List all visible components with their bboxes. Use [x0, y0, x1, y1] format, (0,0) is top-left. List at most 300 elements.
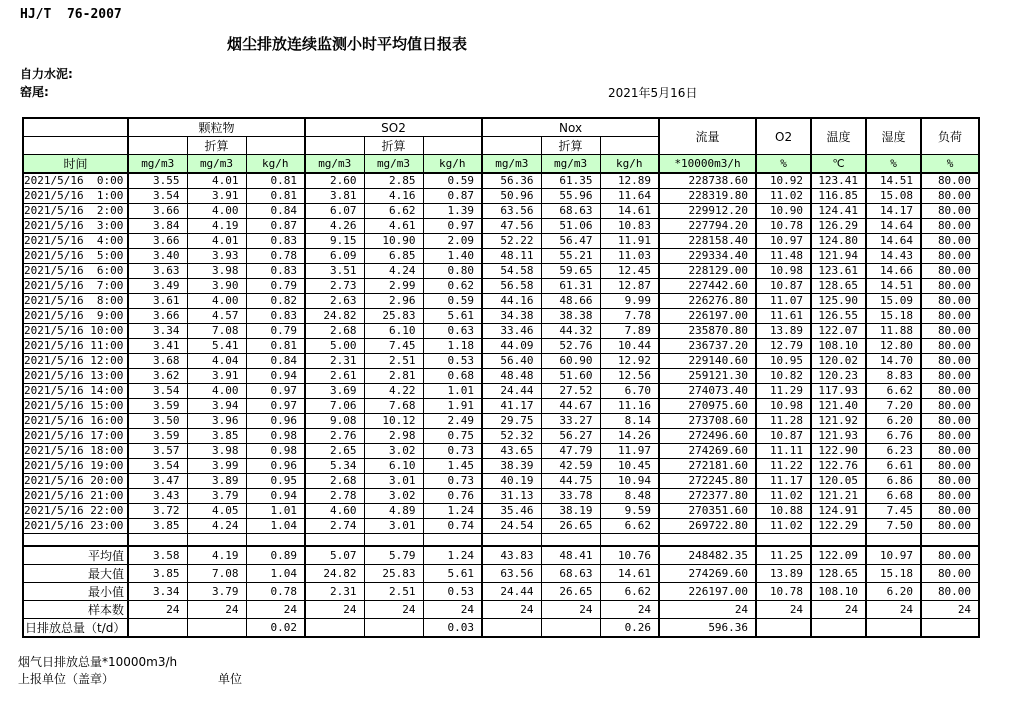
value-cell: 11.91 — [600, 233, 659, 248]
value-cell: 47.56 — [482, 218, 541, 233]
value-cell: 3.98 — [187, 263, 246, 278]
value-cell: 122.09 — [811, 546, 866, 565]
col-o2: O2 — [756, 118, 811, 155]
table-row — [23, 293, 979, 308]
value-cell: 44.16 — [482, 293, 541, 308]
converted-label: 折算 — [187, 137, 246, 155]
value-cell: 4.24 — [364, 263, 423, 278]
value-cell — [811, 533, 866, 546]
value-cell: 80.00 — [921, 308, 979, 323]
value-cell: 128.65 — [811, 278, 866, 293]
value-cell: 0.59 — [423, 293, 482, 308]
value-cell: 4.24 — [187, 518, 246, 533]
value-cell — [921, 533, 979, 546]
value-cell: 0.81 — [246, 173, 305, 188]
value-cell: 4.61 — [364, 218, 423, 233]
blank-cell — [482, 137, 541, 155]
value-cell: 117.93 — [811, 383, 866, 398]
value-cell: 9.15 — [305, 233, 364, 248]
table-row — [23, 458, 979, 473]
value-cell: 15.08 — [866, 188, 921, 203]
value-cell: 24 — [659, 601, 756, 619]
value-cell: 56.27 — [541, 428, 600, 443]
value-cell: 3.47 — [128, 473, 187, 488]
value-cell: 0.81 — [246, 188, 305, 203]
value-cell: 6.76 — [866, 428, 921, 443]
value-cell: 4.01 — [187, 173, 246, 188]
value-cell: 108.10 — [811, 338, 866, 353]
value-cell: 123.41 — [811, 173, 866, 188]
value-cell: 12.45 — [600, 263, 659, 278]
value-cell: 25.83 — [364, 565, 423, 583]
value-cell: 2.78 — [305, 488, 364, 503]
value-cell — [482, 619, 541, 638]
value-cell: 4.60 — [305, 503, 364, 518]
value-cell: 0.94 — [246, 488, 305, 503]
value-cell: 228129.00 — [659, 263, 756, 278]
blank-cell — [128, 137, 187, 155]
report-date: 2021年5月16日 — [608, 86, 698, 100]
value-cell: 10.97 — [756, 233, 811, 248]
table-row — [23, 278, 979, 293]
blank-cell — [423, 137, 482, 155]
value-cell: 80.00 — [921, 248, 979, 263]
value-cell: 4.05 — [187, 503, 246, 518]
value-cell: 0.83 — [246, 263, 305, 278]
value-cell: 120.02 — [811, 353, 866, 368]
value-cell: 35.46 — [482, 503, 541, 518]
time-cell: 2021/5/16 6:00 — [23, 263, 128, 278]
value-cell: 52.22 — [482, 233, 541, 248]
value-cell: 0.73 — [423, 443, 482, 458]
value-cell: 55.21 — [541, 248, 600, 263]
value-cell: 3.02 — [364, 488, 423, 503]
value-cell: 227794.20 — [659, 218, 756, 233]
value-cell: 12.92 — [600, 353, 659, 368]
value-cell: 3.68 — [128, 353, 187, 368]
value-cell: 7.08 — [187, 323, 246, 338]
value-cell: 0.63 — [423, 323, 482, 338]
value-cell: 14.64 — [866, 233, 921, 248]
value-cell: 2.60 — [305, 173, 364, 188]
value-cell: 1.40 — [423, 248, 482, 263]
value-cell: 7.50 — [866, 518, 921, 533]
table-row — [23, 368, 979, 383]
value-cell: 0.81 — [246, 338, 305, 353]
value-cell: 229140.60 — [659, 353, 756, 368]
value-cell: 14.51 — [866, 173, 921, 188]
value-cell: 0.62 — [423, 278, 482, 293]
value-cell: 80.00 — [921, 368, 979, 383]
value-cell: 13.89 — [756, 323, 811, 338]
value-cell: 44.09 — [482, 338, 541, 353]
value-cell: 4.04 — [187, 353, 246, 368]
value-cell — [128, 533, 187, 546]
value-cell: 68.63 — [541, 565, 600, 583]
value-cell: 5.34 — [305, 458, 364, 473]
value-cell: 229912.20 — [659, 203, 756, 218]
value-cell: 3.54 — [128, 383, 187, 398]
table-row — [23, 338, 979, 353]
value-cell: 24 — [541, 601, 600, 619]
value-cell — [756, 533, 811, 546]
value-cell: 0.03 — [423, 619, 482, 638]
value-cell: 5.79 — [364, 546, 423, 565]
value-cell: 0.83 — [246, 308, 305, 323]
value-cell: 48.41 — [541, 546, 600, 565]
value-cell: 12.79 — [756, 338, 811, 353]
value-cell: 7.08 — [187, 565, 246, 583]
time-cell: 2021/5/16 20:00 — [23, 473, 128, 488]
value-cell: 4.57 — [187, 308, 246, 323]
value-cell: 24 — [482, 601, 541, 619]
value-cell — [659, 533, 756, 546]
value-cell: 128.65 — [811, 565, 866, 583]
value-cell: 0.98 — [246, 443, 305, 458]
value-cell: 4.19 — [187, 218, 246, 233]
value-cell — [921, 619, 979, 638]
value-cell: 26.65 — [541, 518, 600, 533]
time-cell: 2021/5/16 8:00 — [23, 293, 128, 308]
converted-label: 折算 — [364, 137, 423, 155]
value-cell: 124.41 — [811, 203, 866, 218]
table-body — [23, 173, 979, 637]
value-cell: 3.40 — [128, 248, 187, 263]
value-cell: 24.44 — [482, 583, 541, 601]
value-cell: 61.35 — [541, 173, 600, 188]
value-cell: 228158.40 — [659, 233, 756, 248]
table-row — [23, 308, 979, 323]
unit-cell: mg/m3 — [482, 155, 541, 174]
blank-cell — [23, 137, 128, 155]
report-table-wrapper — [22, 117, 980, 638]
value-cell — [423, 533, 482, 546]
value-cell: 63.56 — [482, 203, 541, 218]
value-cell: 6.62 — [866, 383, 921, 398]
value-cell: 0.53 — [423, 583, 482, 601]
value-cell: 10.98 — [756, 398, 811, 413]
value-cell: 1.91 — [423, 398, 482, 413]
value-cell: 14.66 — [866, 263, 921, 278]
unit-cell: mg/m3 — [364, 155, 423, 174]
value-cell: 3.58 — [128, 546, 187, 565]
value-cell: 4.22 — [364, 383, 423, 398]
value-cell: 6.70 — [600, 383, 659, 398]
value-cell: 25.83 — [364, 308, 423, 323]
value-cell: 3.94 — [187, 398, 246, 413]
blank-cell — [23, 118, 128, 137]
value-cell: 68.63 — [541, 203, 600, 218]
value-cell: 80.00 — [921, 458, 979, 473]
value-cell: 3.90 — [187, 278, 246, 293]
value-cell: 38.38 — [541, 308, 600, 323]
value-cell: 24 — [866, 601, 921, 619]
value-cell: 248482.35 — [659, 546, 756, 565]
value-cell: 6.10 — [364, 458, 423, 473]
value-cell: 3.63 — [128, 263, 187, 278]
row-label-cell — [23, 533, 128, 546]
time-cell: 2021/5/16 15:00 — [23, 398, 128, 413]
value-cell: 7.20 — [866, 398, 921, 413]
value-cell: 0.84 — [246, 353, 305, 368]
value-cell: 51.60 — [541, 368, 600, 383]
value-cell: 121.94 — [811, 248, 866, 263]
value-cell: 60.90 — [541, 353, 600, 368]
value-cell: 3.57 — [128, 443, 187, 458]
value-cell: 3.72 — [128, 503, 187, 518]
value-cell: 269722.80 — [659, 518, 756, 533]
table-header — [23, 118, 979, 173]
value-cell: 3.54 — [128, 188, 187, 203]
value-cell: 52.32 — [482, 428, 541, 443]
value-cell: 47.79 — [541, 443, 600, 458]
value-cell: 2.99 — [364, 278, 423, 293]
value-cell: 31.13 — [482, 488, 541, 503]
value-cell: 15.09 — [866, 293, 921, 308]
value-cell: 270351.60 — [659, 503, 756, 518]
table-row — [23, 488, 979, 503]
value-cell: 10.94 — [600, 473, 659, 488]
value-cell: 0.95 — [246, 473, 305, 488]
value-cell: 13.89 — [756, 565, 811, 583]
time-cell: 2021/5/16 17:00 — [23, 428, 128, 443]
value-cell: 2.76 — [305, 428, 364, 443]
value-cell: 122.90 — [811, 443, 866, 458]
value-cell: 80.00 — [921, 383, 979, 398]
value-cell — [187, 533, 246, 546]
unit-cell: % — [866, 155, 921, 174]
value-cell: 14.43 — [866, 248, 921, 263]
value-cell — [246, 533, 305, 546]
value-cell: 14.17 — [866, 203, 921, 218]
value-cell: 80.00 — [921, 278, 979, 293]
value-cell: 3.61 — [128, 293, 187, 308]
value-cell: 10.95 — [756, 353, 811, 368]
value-cell: 0.76 — [423, 488, 482, 503]
reporting-unit-label: 上报单位（盖章） — [18, 672, 115, 686]
value-cell: 12.80 — [866, 338, 921, 353]
col-temperature: 温度 — [811, 118, 866, 155]
value-cell: 3.01 — [364, 473, 423, 488]
value-cell: 11.22 — [756, 458, 811, 473]
value-cell — [305, 619, 364, 638]
time-cell: 2021/5/16 13:00 — [23, 368, 128, 383]
col-load: 负荷 — [921, 118, 979, 155]
value-cell: 0.68 — [423, 368, 482, 383]
value-cell: 272181.60 — [659, 458, 756, 473]
value-cell: 10.87 — [756, 278, 811, 293]
table-row — [23, 323, 979, 338]
value-cell: 24 — [921, 601, 979, 619]
value-cell: 3.89 — [187, 473, 246, 488]
value-cell: 0.89 — [246, 546, 305, 565]
spacer-row — [23, 533, 979, 546]
value-cell: 274269.60 — [659, 565, 756, 583]
value-cell: 4.00 — [187, 383, 246, 398]
value-cell: 10.97 — [866, 546, 921, 565]
value-cell: 0.94 — [246, 368, 305, 383]
time-cell: 2021/5/16 23:00 — [23, 518, 128, 533]
value-cell: 48.48 — [482, 368, 541, 383]
value-cell: 1.18 — [423, 338, 482, 353]
time-cell: 2021/5/16 16:00 — [23, 413, 128, 428]
time-cell: 2021/5/16 4:00 — [23, 233, 128, 248]
value-cell: 273708.60 — [659, 413, 756, 428]
value-cell: 3.93 — [187, 248, 246, 263]
table-row — [23, 188, 979, 203]
value-cell: 226197.00 — [659, 583, 756, 601]
value-cell: 228319.80 — [659, 188, 756, 203]
value-cell: 3.66 — [128, 203, 187, 218]
value-cell: 10.87 — [756, 428, 811, 443]
table-row — [23, 503, 979, 518]
value-cell: 61.31 — [541, 278, 600, 293]
value-cell: 3.96 — [187, 413, 246, 428]
table-row — [23, 203, 979, 218]
value-cell: 12.56 — [600, 368, 659, 383]
time-cell: 2021/5/16 22:00 — [23, 503, 128, 518]
value-cell: 10.98 — [756, 263, 811, 278]
value-cell: 1.04 — [246, 565, 305, 583]
value-cell: 5.61 — [423, 308, 482, 323]
unit-cell: ℃ — [811, 155, 866, 174]
value-cell: 80.00 — [921, 338, 979, 353]
value-cell: 2.61 — [305, 368, 364, 383]
value-cell: 1.01 — [246, 503, 305, 518]
value-cell: 12.89 — [600, 173, 659, 188]
site-label: 窑尾: — [20, 85, 49, 99]
value-cell: 126.55 — [811, 308, 866, 323]
value-cell: 0.75 — [423, 428, 482, 443]
value-cell: 2.98 — [364, 428, 423, 443]
value-cell: 11.29 — [756, 383, 811, 398]
unit-cell: % — [756, 155, 811, 174]
value-cell: 124.91 — [811, 503, 866, 518]
value-cell: 2.85 — [364, 173, 423, 188]
value-cell: 80.00 — [921, 293, 979, 308]
unit-cell: mg/m3 — [128, 155, 187, 174]
value-cell: 24 — [364, 601, 423, 619]
value-cell: 0.96 — [246, 413, 305, 428]
value-cell: 0.98 — [246, 428, 305, 443]
value-cell: 274073.40 — [659, 383, 756, 398]
value-cell: 3.85 — [128, 565, 187, 583]
value-cell: 33.27 — [541, 413, 600, 428]
value-cell — [600, 533, 659, 546]
table-row — [23, 353, 979, 368]
value-cell: 6.20 — [866, 413, 921, 428]
value-cell: 272245.80 — [659, 473, 756, 488]
value-cell: 80.00 — [921, 503, 979, 518]
value-cell: 228738.60 — [659, 173, 756, 188]
value-cell: 0.79 — [246, 278, 305, 293]
col-humidity: 湿度 — [866, 118, 921, 155]
value-cell: 24 — [128, 601, 187, 619]
value-cell: 11.48 — [756, 248, 811, 263]
table-row — [23, 428, 979, 443]
value-cell: 0.96 — [246, 458, 305, 473]
value-cell: 229334.40 — [659, 248, 756, 263]
value-cell: 3.85 — [187, 428, 246, 443]
value-cell: 14.64 — [866, 218, 921, 233]
value-cell: 80.00 — [921, 443, 979, 458]
value-cell: 11.25 — [756, 546, 811, 565]
value-cell: 0.97 — [246, 383, 305, 398]
value-cell: 10.78 — [756, 218, 811, 233]
value-cell: 56.58 — [482, 278, 541, 293]
value-cell: 14.61 — [600, 203, 659, 218]
value-cell: 80.00 — [921, 218, 979, 233]
value-cell: 108.10 — [811, 583, 866, 601]
value-cell: 3.98 — [187, 443, 246, 458]
value-cell: 10.44 — [600, 338, 659, 353]
value-cell: 10.90 — [756, 203, 811, 218]
value-cell: 4.00 — [187, 293, 246, 308]
value-cell: 80.00 — [921, 583, 979, 601]
value-cell: 0.79 — [246, 323, 305, 338]
standard-code: HJ/T 76-2007 — [20, 7, 122, 22]
value-cell: 272377.80 — [659, 488, 756, 503]
value-cell: 59.65 — [541, 263, 600, 278]
value-cell — [305, 533, 364, 546]
value-cell: 48.11 — [482, 248, 541, 263]
table-row — [23, 443, 979, 458]
value-cell: 4.19 — [187, 546, 246, 565]
value-cell: 122.76 — [811, 458, 866, 473]
value-cell — [756, 619, 811, 638]
value-cell — [866, 533, 921, 546]
value-cell: 10.88 — [756, 503, 811, 518]
value-cell: 24 — [600, 601, 659, 619]
summary-row — [23, 619, 979, 638]
value-cell: 0.80 — [423, 263, 482, 278]
value-cell: 80.00 — [921, 546, 979, 565]
time-cell: 2021/5/16 19:00 — [23, 458, 128, 473]
value-cell: 1.04 — [246, 518, 305, 533]
value-cell: 6.10 — [364, 323, 423, 338]
time-cell: 2021/5/16 3:00 — [23, 218, 128, 233]
value-cell: 29.75 — [482, 413, 541, 428]
value-cell: 7.89 — [600, 323, 659, 338]
value-cell: 3.66 — [128, 233, 187, 248]
value-cell: 6.61 — [866, 458, 921, 473]
group-nox: Nox — [482, 118, 659, 137]
value-cell: 6.23 — [866, 443, 921, 458]
value-cell: 11.64 — [600, 188, 659, 203]
value-cell: 7.45 — [364, 338, 423, 353]
value-cell: 44.32 — [541, 323, 600, 338]
value-cell: 3.81 — [305, 188, 364, 203]
value-cell: 33.46 — [482, 323, 541, 338]
value-cell: 3.43 — [128, 488, 187, 503]
value-cell: 7.45 — [866, 503, 921, 518]
value-cell: 38.19 — [541, 503, 600, 518]
value-cell: 10.82 — [756, 368, 811, 383]
value-cell: 56.47 — [541, 233, 600, 248]
value-cell: 80.00 — [921, 263, 979, 278]
header-group-row — [23, 118, 979, 137]
value-cell: 2.49 — [423, 413, 482, 428]
value-cell — [364, 619, 423, 638]
value-cell: 1.01 — [423, 383, 482, 398]
row-label-cell: 平均值 — [23, 546, 128, 565]
value-cell: 2.73 — [305, 278, 364, 293]
value-cell: 3.59 — [128, 428, 187, 443]
value-cell: 3.34 — [128, 583, 187, 601]
value-cell: 5.61 — [423, 565, 482, 583]
value-cell: 11.02 — [756, 488, 811, 503]
value-cell: 6.62 — [600, 518, 659, 533]
